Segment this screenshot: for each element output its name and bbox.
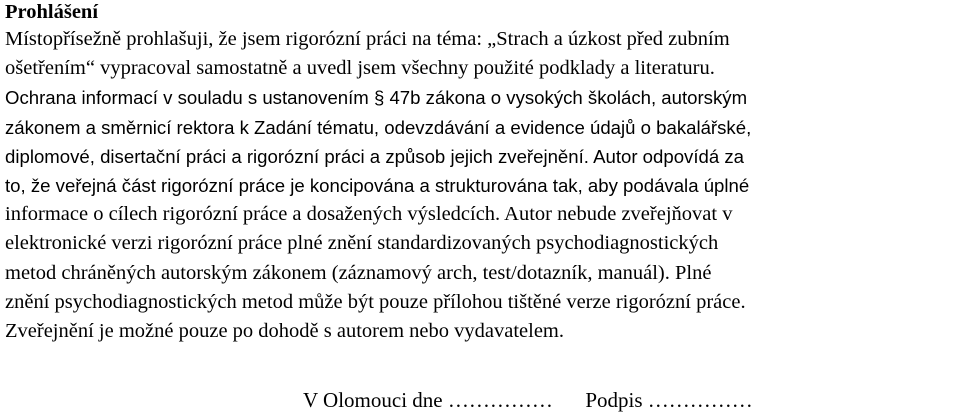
declaration-page [5,0,957,346]
body-line: Místopřísežně prohlašuji, že jsem rigorózní práci na téma: „Strach a úzkost před zubním [5,28,730,50]
signature-line [303,388,753,413]
body-line: elektronické verzi rigorózní práce plné znění standardizovaných psychodiagnostických [5,232,719,255]
body-line: informace o cílech rigorózní práce a dosažených výsledcích. Autor nebude zveřejňovat v [5,203,733,226]
date-blank: …………… [447,388,553,412]
body-line: to, že veřejná část rigorózní práce je koncipována a strukturována tak, aby podávala úplné [5,174,750,196]
body-line: Zveřejnění je možné pouze po dohodě s autorem nebo vydavatelem. [5,319,564,342]
signature-label: Podpis [585,388,643,412]
body-line: metod chráněných autorským zákonem (záznamový arch, test/dotazník, manuál). Plné [5,261,712,284]
body-line: znění psychodiagnostických metod může být pouze přílohou tištěné verze rigorózní práce. [5,290,746,313]
declaration-body [5,25,957,346]
place-date-label: V Olomouci dne [303,388,443,412]
body-line: ošetřením“ vypracoval samostatně a uvedl jsem všechny použité podklady a literaturu. [5,57,715,80]
page-title: Prohlášení [5,1,99,23]
body-line: zákonem a směrnicí rektora k Zadání tématu, odevzdávání a evidence údajů o bakalářské, [5,116,752,138]
body-line: diplomové, disertační práci a rigorózní práci a způsob jejich zveřejnění. Autor odpovídá za [5,145,744,167]
body-line: Ochrana informací v souladu s ustanovením § 47b zákona o vysokých školách, autorským [5,87,748,109]
signature-blank: …………… [647,388,753,412]
